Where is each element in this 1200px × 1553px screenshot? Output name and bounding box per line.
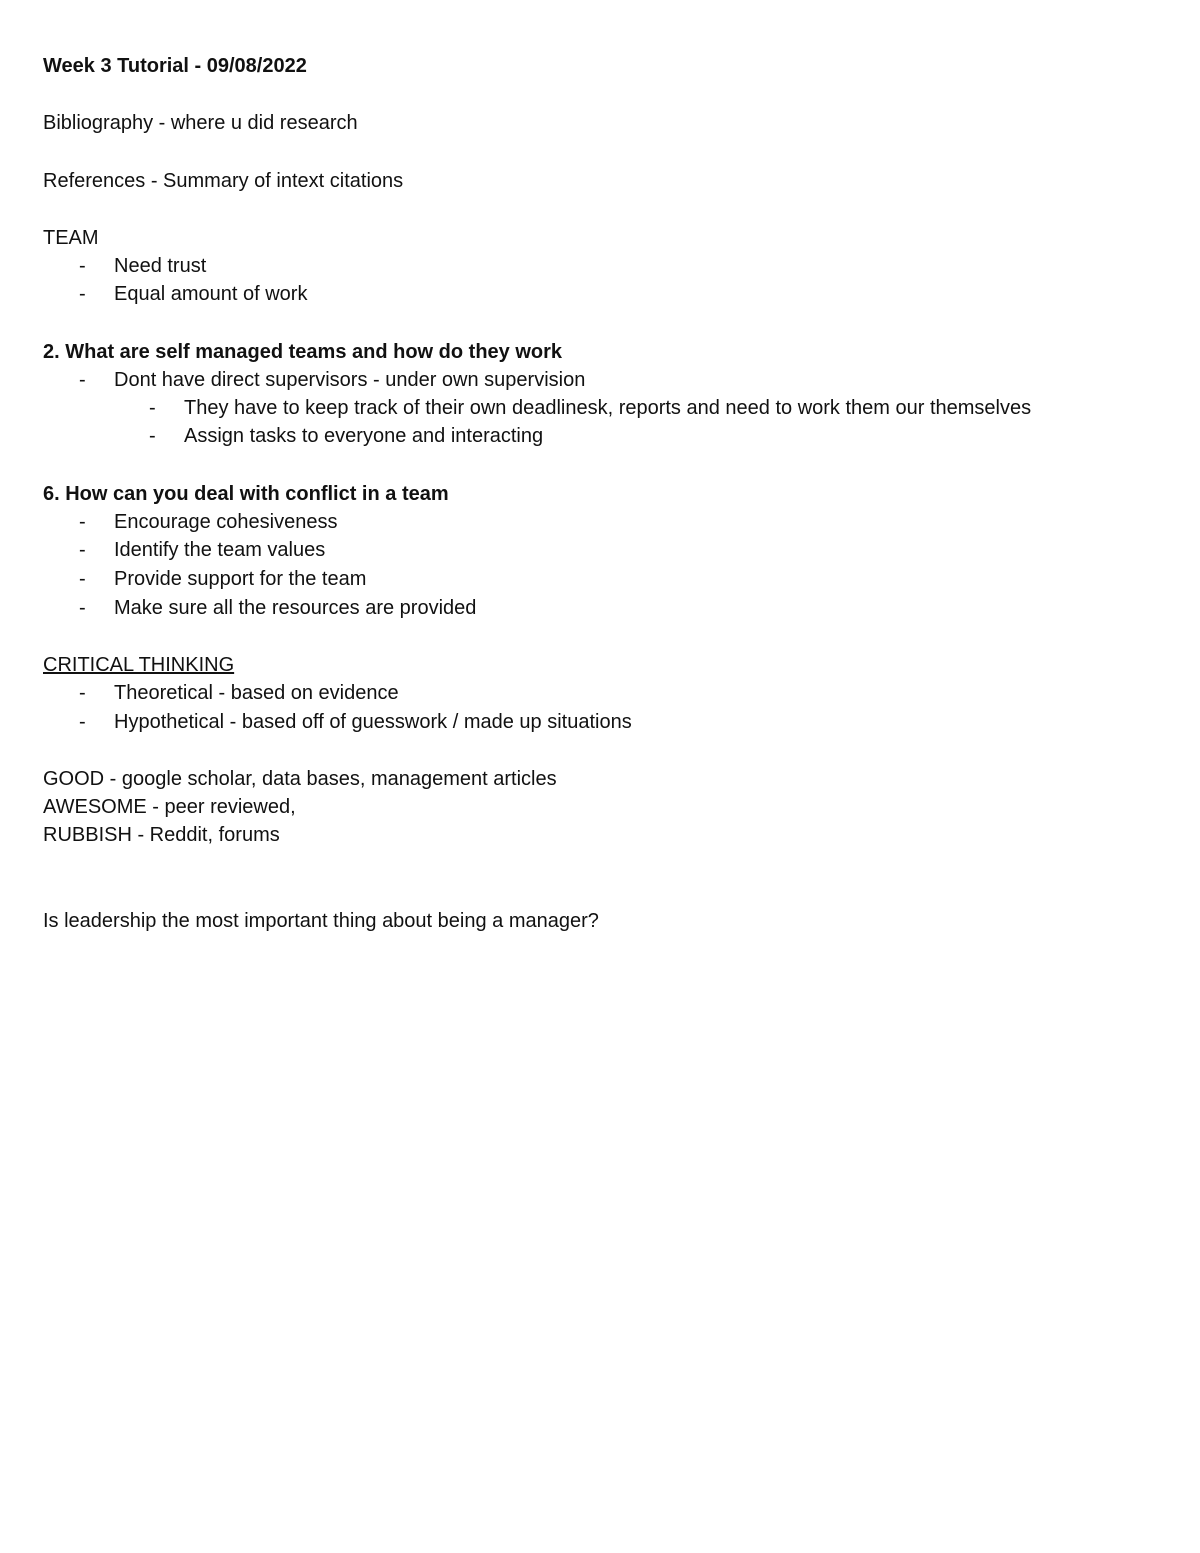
bullet-dash: - xyxy=(79,711,86,733)
bullet-dash: - xyxy=(79,597,86,619)
bullet-dash: - xyxy=(79,511,86,533)
q6-item: Encourage cohesiveness xyxy=(114,511,338,533)
document-title: Week 3 Tutorial - 09/08/2022 xyxy=(43,55,307,77)
bullet-dash: - xyxy=(79,369,86,391)
leadership-question: Is leadership the most important thing about being a manager? xyxy=(43,910,599,932)
bibliography-line: Bibliography - where u did research xyxy=(43,112,358,134)
bullet-dash: - xyxy=(79,283,86,305)
bullet-dash: - xyxy=(79,255,86,277)
team-item: Equal amount of work xyxy=(114,283,308,305)
team-heading: TEAM xyxy=(43,227,99,249)
q2-item: Dont have direct supervisors - under own supervision xyxy=(114,369,586,391)
q6-item: Identify the team values xyxy=(114,539,326,561)
references-line: References - Summary of intext citations xyxy=(43,170,404,192)
sub-bullet-dash: - xyxy=(149,397,156,419)
sub-bullet-dash: - xyxy=(149,425,156,447)
sources-awesome: AWESOME - peer reviewed, xyxy=(43,796,296,818)
bullet-dash: - xyxy=(79,568,86,590)
critical-thinking-heading: CRITICAL THINKING xyxy=(43,654,235,676)
team-item: Need trust xyxy=(114,255,207,277)
q6-item: Make sure all the resources are provided xyxy=(114,597,477,619)
critical-item: Hypothetical - based off of guesswork / made up situations xyxy=(114,711,632,733)
critical-item: Theoretical - based on evidence xyxy=(114,682,399,704)
q2-subitem: They have to keep track of their own deadlinesk, reports and need to work them our themselves xyxy=(184,397,1032,419)
sources-rubbish: RUBBISH - Reddit, forums xyxy=(43,824,280,846)
bullet-dash: - xyxy=(79,682,86,704)
q2-subitem: Assign tasks to everyone and interacting xyxy=(184,425,544,447)
q2-heading: 2. What are self managed teams and how do they work xyxy=(43,341,563,363)
bullet-dash: - xyxy=(79,539,86,561)
sources-good: GOOD - google scholar, data bases, management articles xyxy=(43,768,557,790)
q6-item: Provide support for the team xyxy=(114,568,367,590)
q6-heading: 6. How can you deal with conflict in a team xyxy=(43,483,449,505)
